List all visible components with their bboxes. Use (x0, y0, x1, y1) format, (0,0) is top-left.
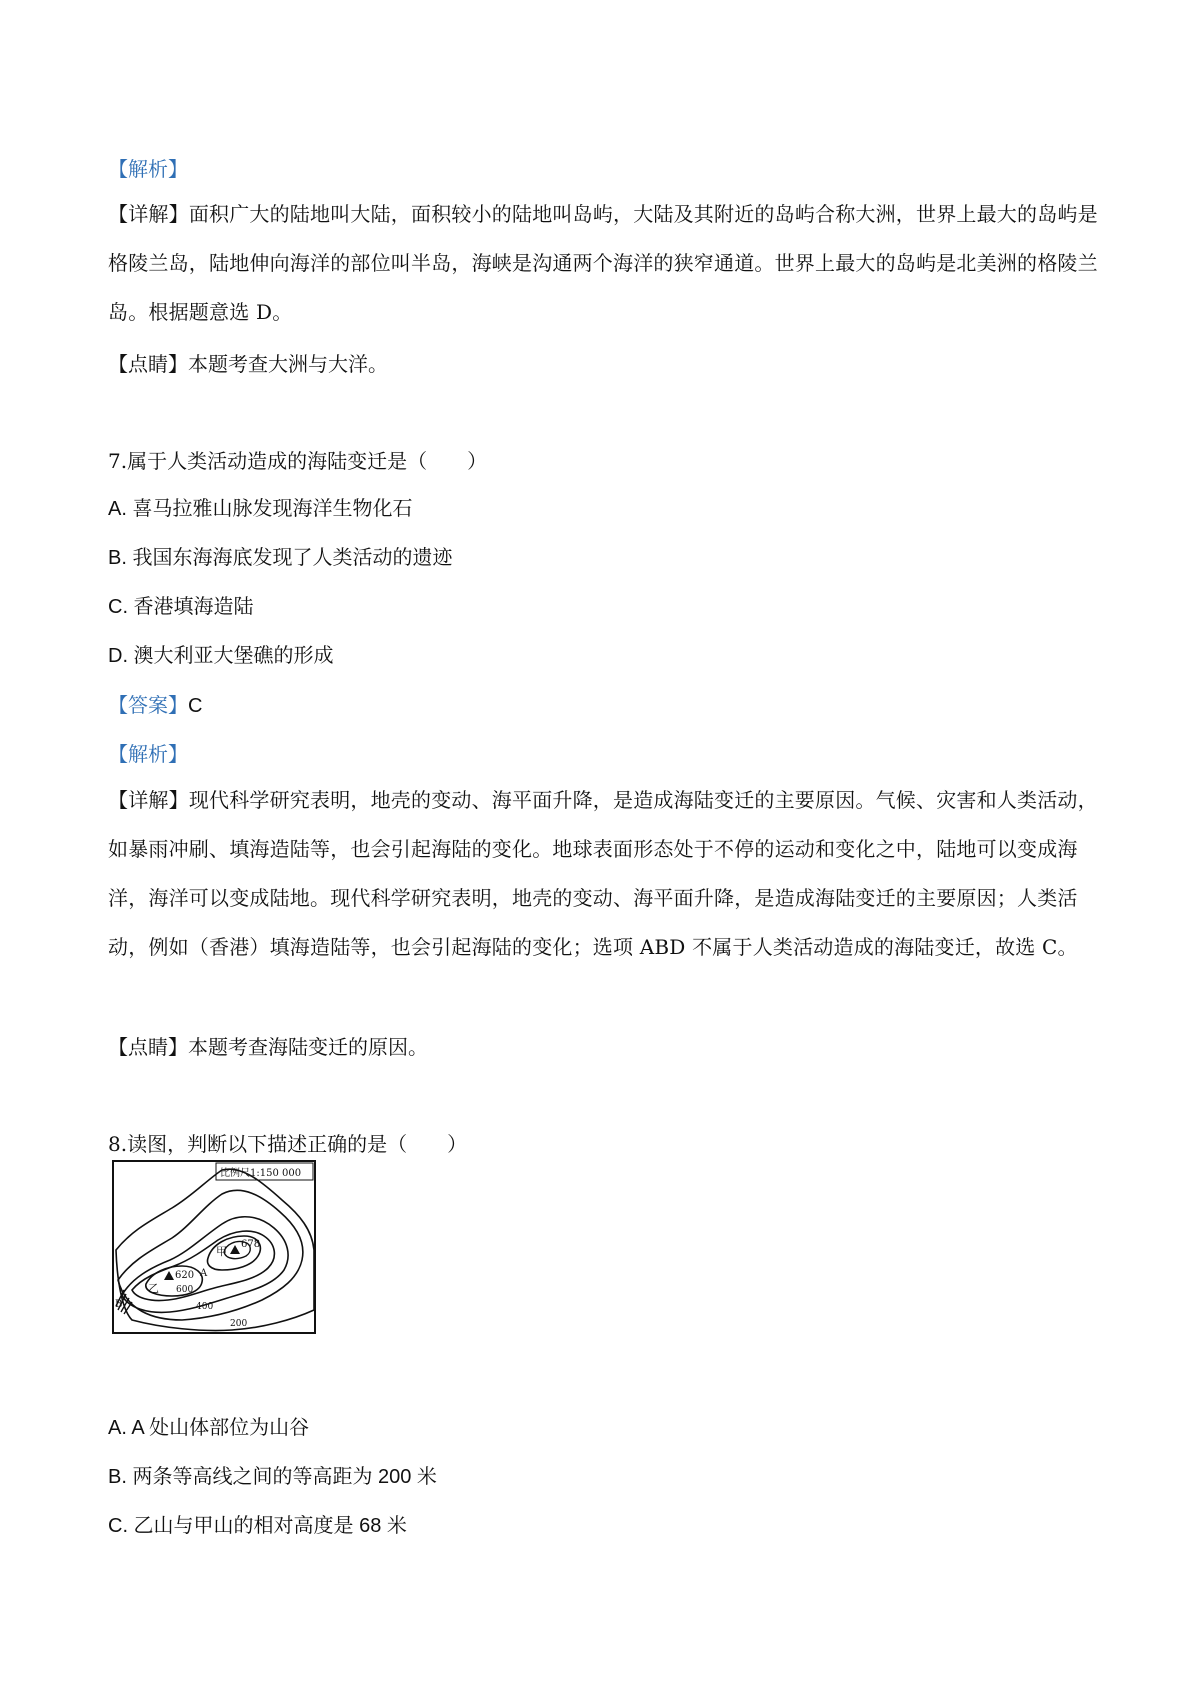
contour-600-label: 600 (176, 1285, 194, 1295)
contour-400-label: 400 (196, 1302, 214, 1312)
q7-comment-text: 本题考查海陆变迁的原因。 (188, 1035, 428, 1059)
q7-detail-text: 现代科学研究表明，地壳的变动、海平面升降，是造成海陆变迁的主要原因。气候、灾害和人类活动，如暴雨冲刷、填海造陆等，也会引起海陆的变化。地球表面形态处于不停的运动和变化之中，陆地可以变成海洋，海洋可以变成陆地。现代科学研究表明，地壳的变动、海平面升降，是造成海陆变迁的主要原因；人类活动，例如（香港）填海造陆等，也会引起海陆的变化；选项 ABD 不属于人类活动造成的海陆变迁，故选 C。 (108, 788, 1098, 959)
peak-jia-value: 678 (241, 1239, 261, 1250)
prev-analysis-label: 【解析】 (108, 157, 188, 181)
peak-yi-value: 620 (175, 1270, 195, 1281)
prev-detail-paragraph (108, 190, 1098, 337)
point-a-label: A (200, 1268, 208, 1279)
prev-comment (108, 350, 1098, 378)
q7-answer-label: 【答案】 (108, 693, 188, 717)
point-b-label: B (115, 1299, 123, 1310)
q8-option-a: A. A 处山体部位为山谷 (108, 1417, 310, 1439)
q7-comment (108, 1033, 1098, 1061)
contour-200-label: 200 (230, 1319, 248, 1329)
q7-option-c: C. 香港填海造陆 (108, 596, 254, 618)
q8-option-b: B. 两条等高线之间的等高距为 200 米 (108, 1466, 437, 1488)
contour-map (112, 1160, 316, 1334)
peak-jia-label: 甲 (216, 1245, 227, 1258)
prev-comment-label: 【点睛】 (108, 352, 188, 376)
q7-answer-value: C (188, 695, 203, 717)
prev-detail-label: 【详解】 (108, 202, 189, 226)
q7-option-d: D. 澳大利亚大堡礁的形成 (108, 645, 334, 667)
peak-yi-label: 乙 (148, 1282, 159, 1295)
q7-option-a: A. 喜马拉雅山脉发现海洋生物化石 (108, 498, 413, 520)
q7-stem: 7.属于人类活动造成的海陆变迁是（ ） (108, 449, 488, 473)
q7-comment-label: 【点睛】 (108, 1035, 188, 1059)
prev-detail-text: 面积广大的陆地叫大陆，面积较小的陆地叫岛屿，大陆及其附近的岛屿合称大洲，世界上最大的岛屿是格陵兰岛，陆地伸向海洋的部位叫半岛，海峡是沟通两个海洋的狭窄通道。世界上最大的岛屿是北美洲的格陵兰岛。根据题意选 D。 (108, 202, 1098, 324)
scale-label: 比例尺1:150 000 (220, 1168, 302, 1179)
q7-analysis-label: 【解析】 (108, 742, 188, 766)
q7-option-b: B. 我国东海海底发现了人类活动的遗迹 (108, 547, 453, 569)
q7-answer (108, 691, 1098, 720)
q8-option-c: C. 乙山与甲山的相对高度是 68 米 (108, 1515, 407, 1537)
prev-comment-text: 本题考查大洲与大洋。 (188, 352, 388, 376)
contour-map-svg (112, 1160, 316, 1334)
q7-detail-label: 【详解】 (108, 788, 189, 812)
q7-detail-paragraph (108, 776, 1098, 972)
q8-stem: 8.读图，判断以下描述正确的是（ ） (108, 1132, 468, 1156)
